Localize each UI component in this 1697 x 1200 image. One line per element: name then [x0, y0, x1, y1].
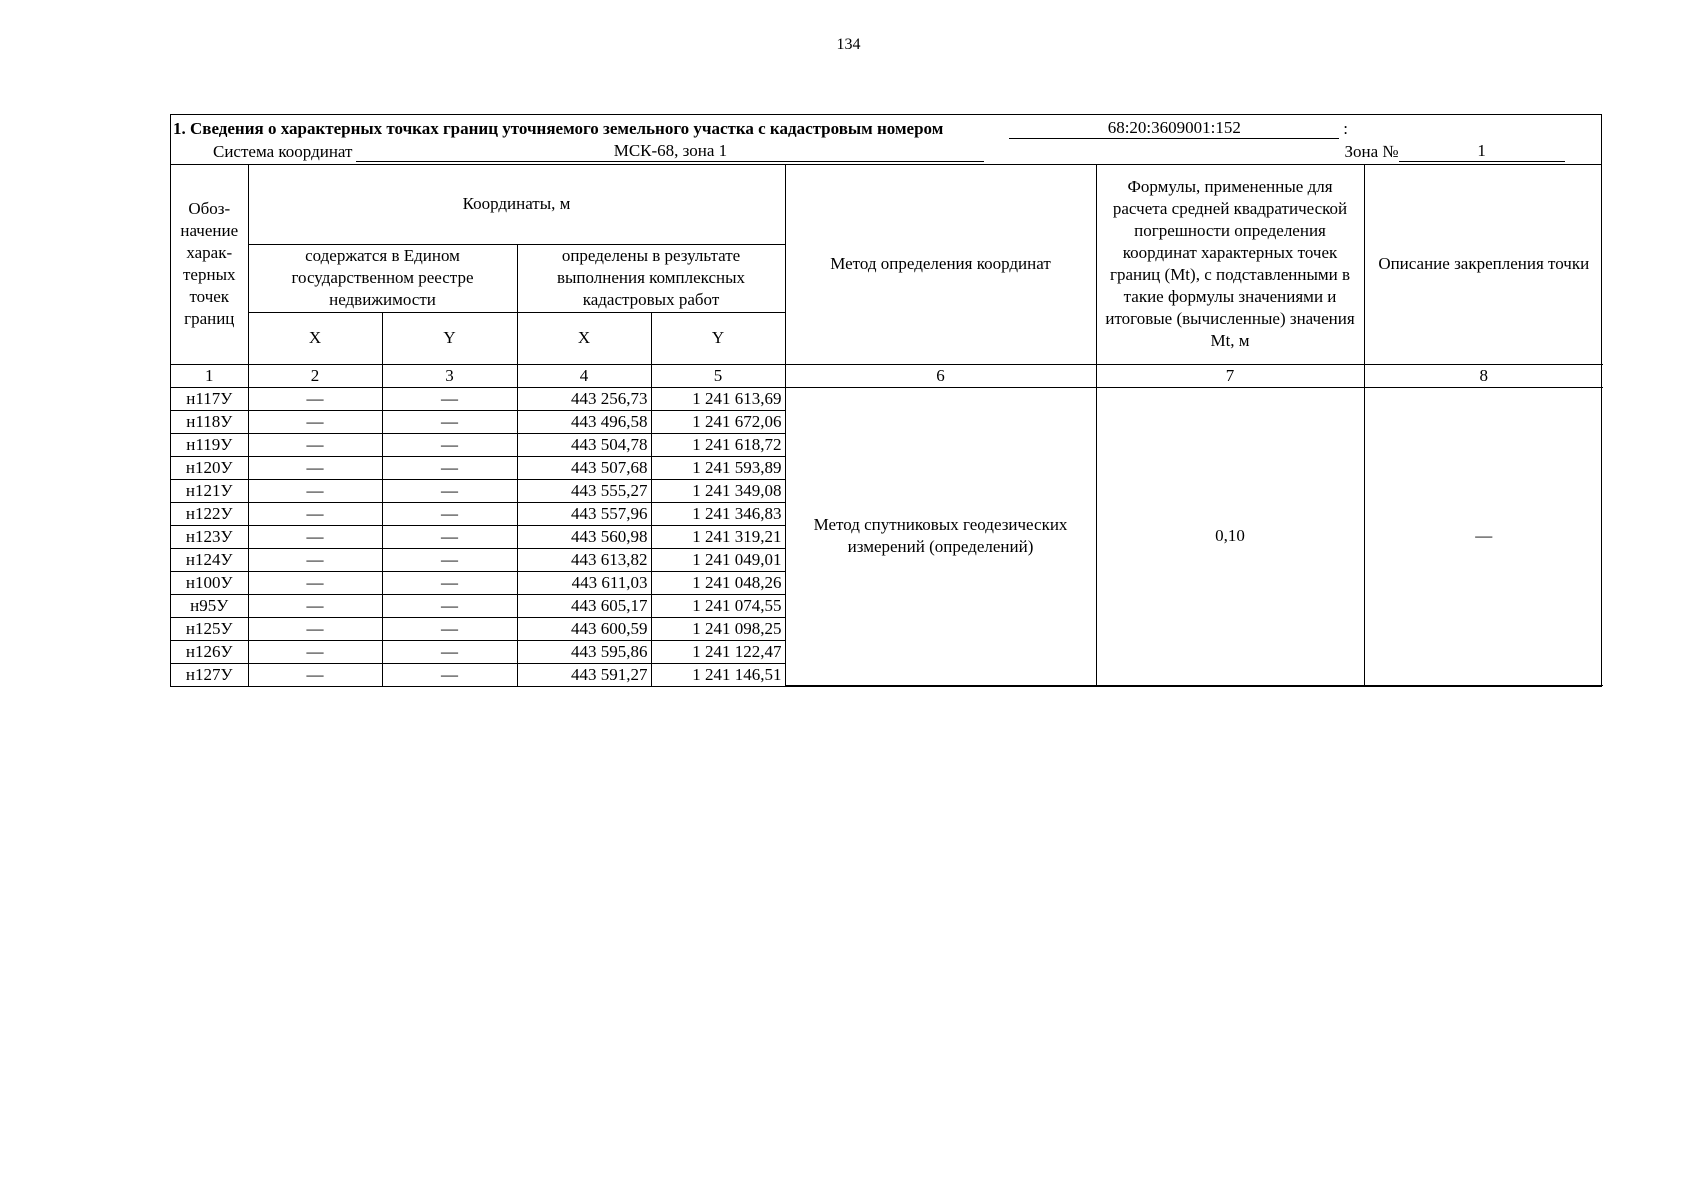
egrn-y: —	[382, 640, 517, 663]
result-y: 1 241 319,21	[651, 525, 785, 548]
col-header-egrn-y: Y	[382, 312, 517, 364]
egrn-x: —	[248, 410, 382, 433]
point-id: н117У	[171, 387, 248, 410]
result-y: 1 241 349,08	[651, 479, 785, 502]
result-x: 443 613,82	[517, 548, 651, 571]
egrn-x: —	[248, 433, 382, 456]
result-x: 443 600,59	[517, 617, 651, 640]
point-id: н120У	[171, 456, 248, 479]
section-title: 1. Сведения о характерных точках границ уточняемого земельного участка с кадастровым номером	[173, 119, 944, 138]
egrn-x: —	[248, 387, 382, 410]
egrn-y: —	[382, 456, 517, 479]
result-x: 443 507,68	[517, 456, 651, 479]
result-x: 443 591,27	[517, 663, 651, 686]
egrn-x: —	[248, 594, 382, 617]
egrn-y: —	[382, 433, 517, 456]
result-x: 443 496,58	[517, 410, 651, 433]
egrn-x: —	[248, 456, 382, 479]
header-colon: :	[1343, 119, 1349, 138]
col-header-result: определены в результате выполнения комплексных кадастровых работ	[517, 244, 785, 312]
result-y: 1 241 122,47	[651, 640, 785, 663]
page-number: 134	[836, 36, 861, 53]
col-header-method: Метод определения координат	[785, 165, 1096, 364]
egrn-y: —	[382, 387, 517, 410]
column-number: 2	[248, 364, 382, 387]
egrn-x: —	[248, 663, 382, 686]
point-id: н100У	[171, 571, 248, 594]
coord-system-value: МСК-68, зона 1	[356, 141, 984, 162]
column-number: 8	[1364, 364, 1603, 387]
col-header-formulas: Формулы, примененные для расчета средней квадратической погрешности определения координат характерных точек границ (Mt), с подставленными в такие формулы значениями и итоговые (вычисленные) значения Mt, м	[1096, 165, 1364, 364]
col-header-egrn-x: X	[248, 312, 382, 364]
result-x: 443 595,86	[517, 640, 651, 663]
col-header-egrn: содержатся в Едином государственном реестре недвижимости	[248, 244, 517, 312]
points-table	[171, 165, 1603, 686]
point-id: н121У	[171, 479, 248, 502]
egrn-y: —	[382, 479, 517, 502]
cadastral-number: 68:20:3609001:152	[1009, 118, 1339, 139]
col-header-coordinates: Координаты, м	[248, 165, 785, 244]
fixation-cell: —	[1364, 387, 1603, 686]
col-header-point: Обоз- начение харак- терных точек границ	[171, 165, 248, 364]
header-line-2	[171, 139, 1601, 162]
result-x: 443 555,27	[517, 479, 651, 502]
egrn-y: —	[382, 410, 517, 433]
point-id: н119У	[171, 433, 248, 456]
point-id: н126У	[171, 640, 248, 663]
result-y: 1 241 593,89	[651, 456, 785, 479]
egrn-x: —	[248, 479, 382, 502]
result-y: 1 241 346,83	[651, 502, 785, 525]
result-y: 1 241 074,55	[651, 594, 785, 617]
result-y: 1 241 613,69	[651, 387, 785, 410]
result-y: 1 241 098,25	[651, 617, 785, 640]
header-line-1	[171, 116, 1601, 139]
column-numbers-row	[171, 364, 1603, 387]
egrn-y: —	[382, 594, 517, 617]
document-header	[171, 115, 1601, 165]
column-number: 3	[382, 364, 517, 387]
zone-label: Зона №	[1344, 142, 1399, 161]
result-y: 1 241 672,06	[651, 410, 785, 433]
point-id: н122У	[171, 502, 248, 525]
result-x: 443 560,98	[517, 525, 651, 548]
egrn-y: —	[382, 502, 517, 525]
mt-value-cell: 0,10	[1096, 387, 1364, 686]
point-id: н123У	[171, 525, 248, 548]
point-id: н125У	[171, 617, 248, 640]
egrn-y: —	[382, 663, 517, 686]
coord-system-label: Система координат	[213, 142, 353, 161]
egrn-x: —	[248, 571, 382, 594]
column-number: 6	[785, 364, 1096, 387]
zone-value: 1	[1399, 141, 1565, 162]
point-id: н95У	[171, 594, 248, 617]
egrn-y: —	[382, 617, 517, 640]
result-x: 443 605,17	[517, 594, 651, 617]
egrn-y: —	[382, 548, 517, 571]
egrn-x: —	[248, 640, 382, 663]
point-id: н127У	[171, 663, 248, 686]
method-cell: Метод спутниковых геодезических измерений (определений)	[785, 387, 1096, 686]
egrn-x: —	[248, 548, 382, 571]
egrn-x: —	[248, 502, 382, 525]
result-x: 443 256,73	[517, 387, 651, 410]
column-number: 4	[517, 364, 651, 387]
table-row	[171, 387, 1603, 410]
egrn-y: —	[382, 525, 517, 548]
egrn-x: —	[248, 525, 382, 548]
col-header-fixation: Описание закрепления точки	[1364, 165, 1603, 364]
points-document	[170, 114, 1602, 687]
column-number: 7	[1096, 364, 1364, 387]
result-x: 443 504,78	[517, 433, 651, 456]
point-id: н124У	[171, 548, 248, 571]
result-x: 443 611,03	[517, 571, 651, 594]
result-y: 1 241 048,26	[651, 571, 785, 594]
column-number: 1	[171, 364, 248, 387]
column-number: 5	[651, 364, 785, 387]
result-y: 1 241 049,01	[651, 548, 785, 571]
egrn-y: —	[382, 571, 517, 594]
col-header-result-y: Y	[651, 312, 785, 364]
egrn-x: —	[248, 617, 382, 640]
point-id: н118У	[171, 410, 248, 433]
result-y: 1 241 146,51	[651, 663, 785, 686]
col-header-result-x: X	[517, 312, 651, 364]
result-x: 443 557,96	[517, 502, 651, 525]
result-y: 1 241 618,72	[651, 433, 785, 456]
